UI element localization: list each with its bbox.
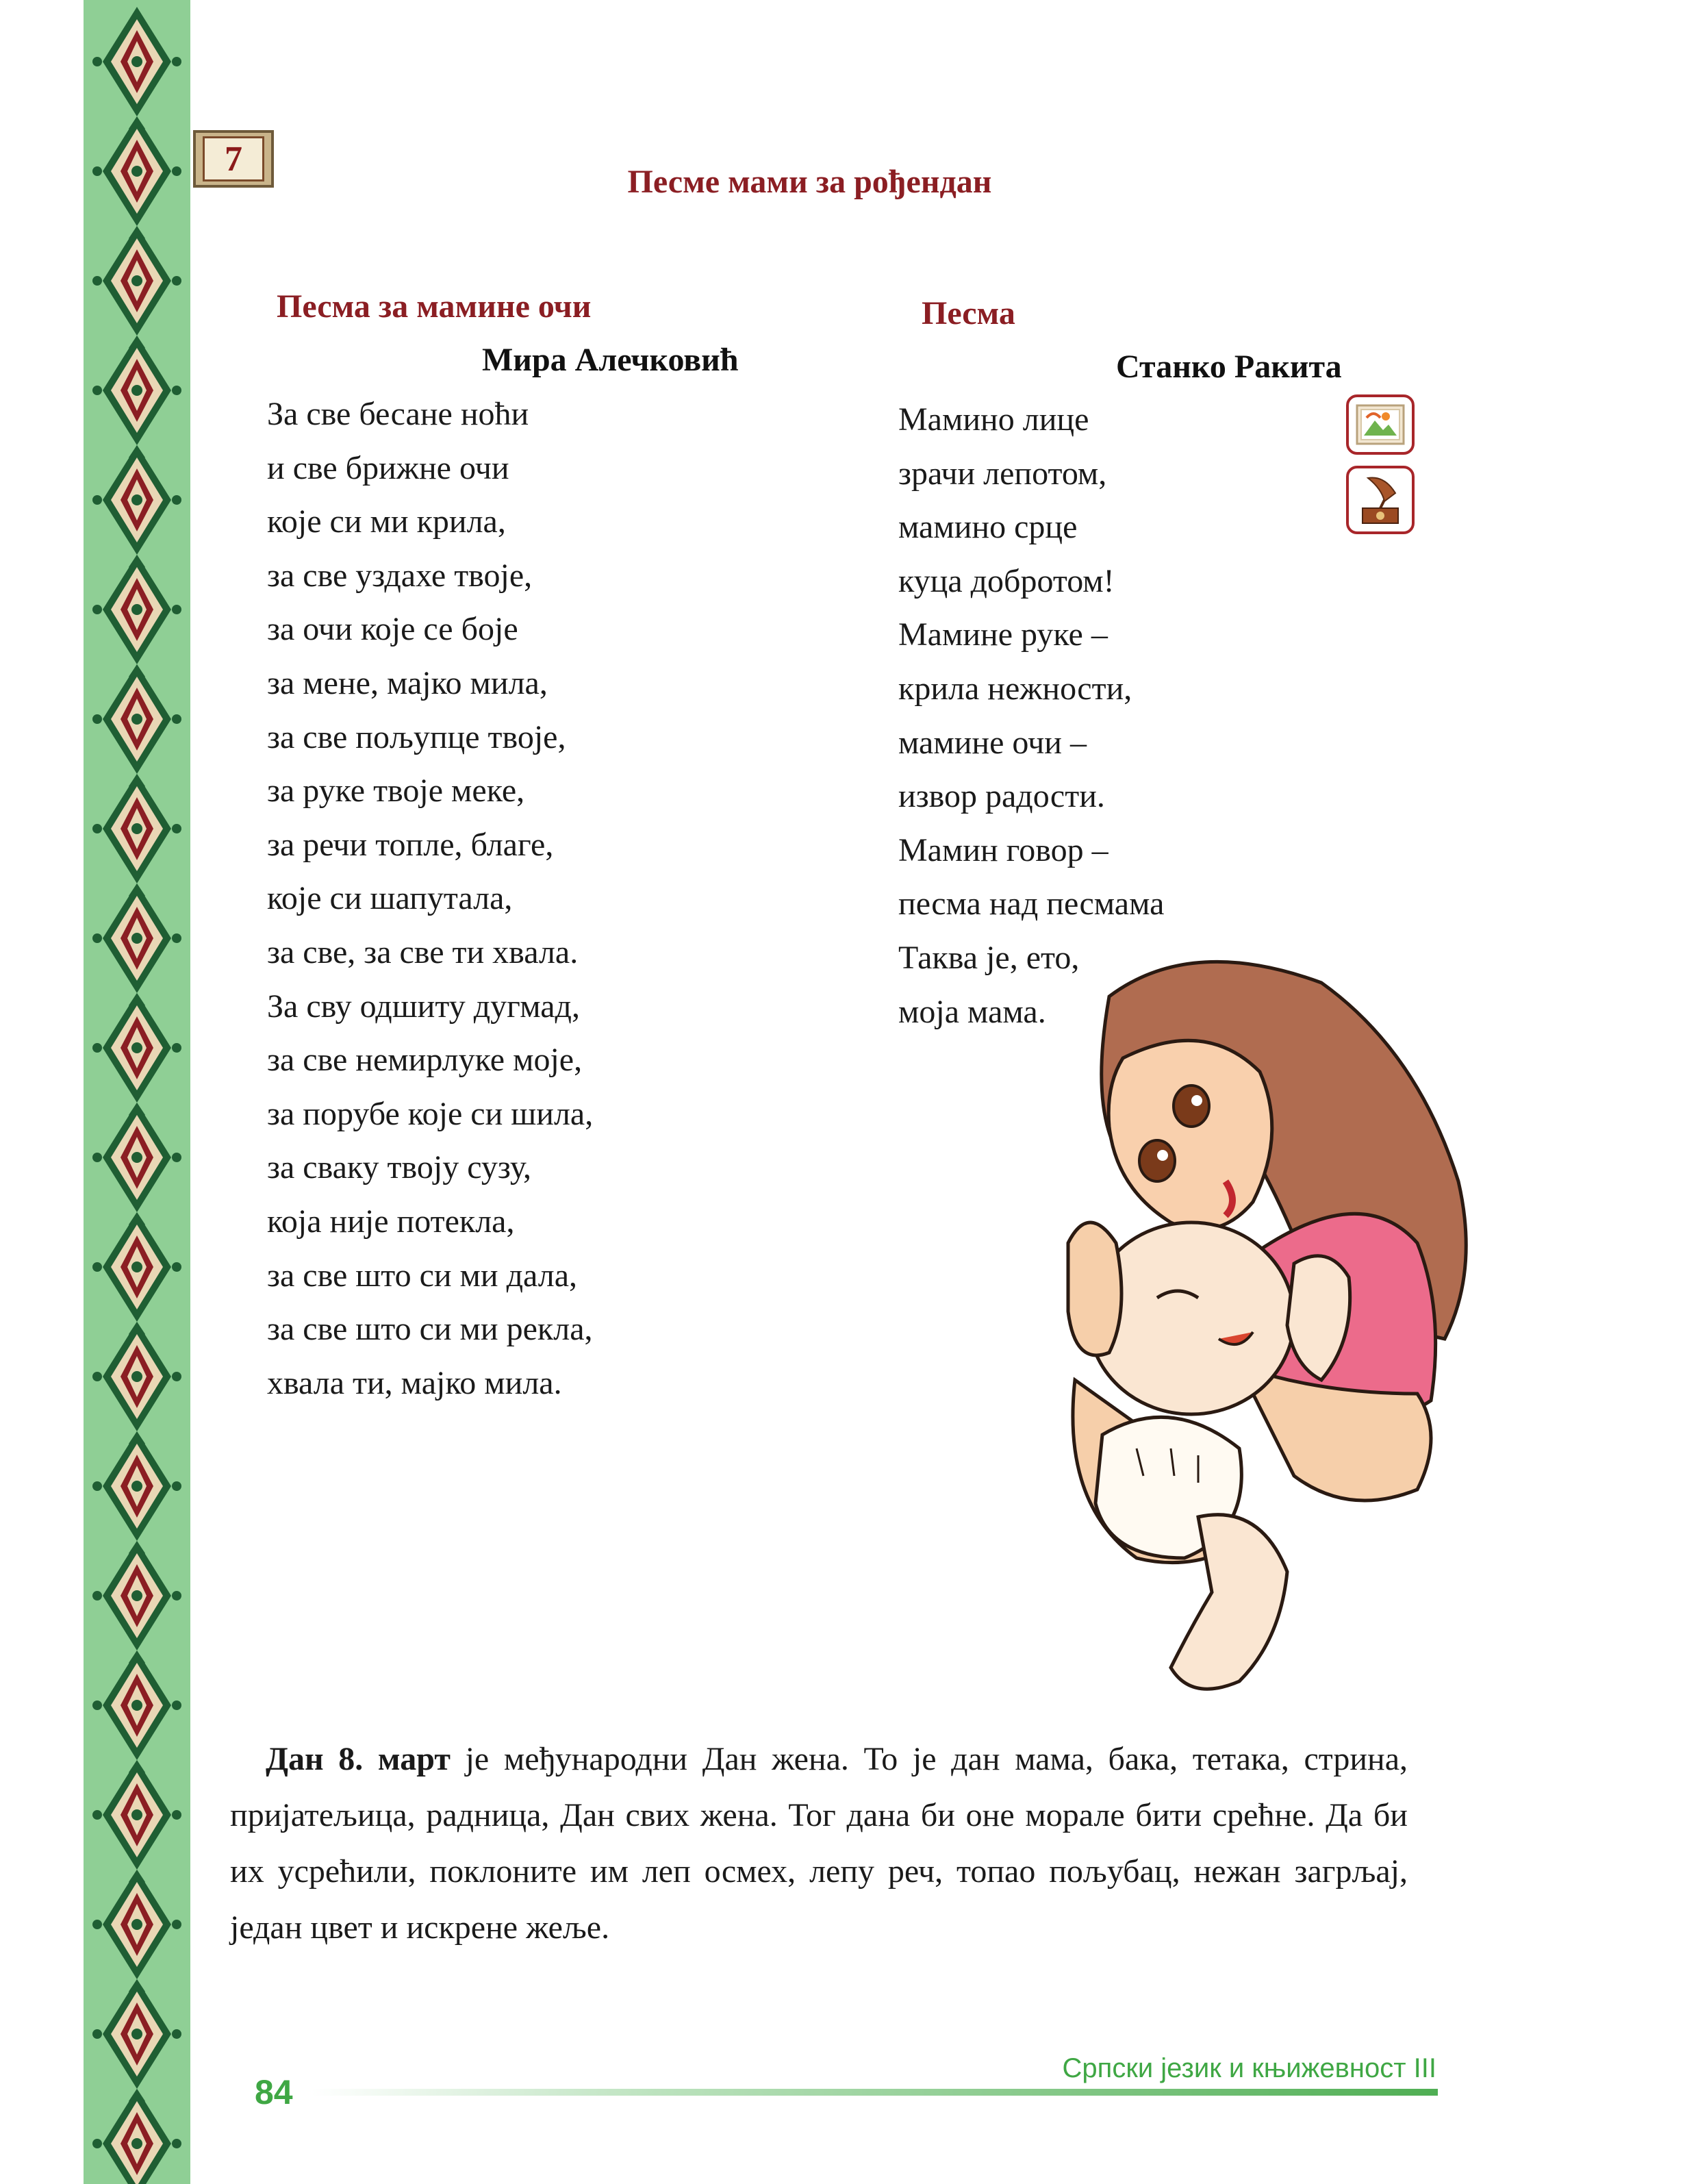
image-gallery-icon[interactable] <box>1346 394 1415 455</box>
poem-line: за све пољупце твоје, <box>267 718 566 755</box>
poem-line: песма над песмама <box>898 886 1165 922</box>
poem-line: хвала ти, мајко мила. <box>267 1364 562 1401</box>
poem-line: за речи топле, благе, <box>267 826 554 863</box>
poem-line: које си шапутала, <box>267 880 513 917</box>
lesson-number-badge <box>193 130 274 188</box>
poem-line: За све бесане ноћи <box>267 396 529 432</box>
poem-right-lines <box>898 393 1164 1039</box>
poem-line: Мамине руке – <box>898 616 1108 653</box>
poem-line: моја мама. <box>898 993 1046 1030</box>
poem-line: За сву одшиту дугмад, <box>267 988 580 1025</box>
poem-left-title: Песма за мамине очи <box>277 288 592 325</box>
ornament-pattern <box>84 0 190 2184</box>
book-title: Српски језик и књижевност III <box>1062 2053 1436 2083</box>
poem-line: које си ми крила, <box>267 503 506 540</box>
image-gallery-icon <box>1354 403 1406 447</box>
poem-line: за руке твоје меке, <box>267 773 525 809</box>
poem-line: за порубе које си шила, <box>267 1095 594 1132</box>
poem-line: и све брижне очи <box>267 449 509 486</box>
poem-right-author: Станко Ракита <box>1116 349 1342 385</box>
page-title: Песме мами за рођендан <box>627 164 992 200</box>
poem-right-title: Песма <box>922 295 1015 331</box>
page-number: 84 <box>255 2073 293 2111</box>
poem-line: куца добротом! <box>898 562 1115 599</box>
poem-left-author: Мира Алечковић <box>482 342 739 378</box>
poem-line: за све, за све ти хвала. <box>267 933 579 970</box>
poem-line: крила нежности, <box>898 670 1132 707</box>
paragraph-bold-lead: Дан 8. март <box>266 1741 451 1777</box>
footer-divider <box>312 2089 1438 2096</box>
lesson-number: 7 <box>203 136 264 181</box>
poem-line: за све немирлуке моје, <box>267 1042 583 1079</box>
poem-left-lines <box>267 388 593 1410</box>
poem-line: за очи које се боје <box>267 611 518 648</box>
poem-line: Мамин говор – <box>898 831 1108 868</box>
poem-line: Мамино лице <box>898 401 1089 438</box>
poem-line: која није потекла, <box>267 1203 515 1240</box>
mother-baby-illustration <box>1034 955 1527 1705</box>
poem-line: мамино срце <box>898 509 1078 546</box>
info-paragraph <box>230 1731 1408 1956</box>
poem-line: за све што си ми рекла, <box>267 1311 593 1348</box>
poem-line: Таква је, ето, <box>898 939 1080 976</box>
poem-line: мамине очи – <box>898 724 1087 761</box>
decorative-border <box>84 0 190 2184</box>
paragraph-text: је међународни Дан жена. То је дан мама, бака, тетака, стрина, пријатељица, радница, Дан свих жена. Тог дана би оне морале бити срећне. Да би их усрећили, поклоните им леп осмех, лепу реч, топао пољубац, нежан загрљај, један цвет и искрене жеље. <box>230 1741 1408 1946</box>
poem-line: зрачи лепотом, <box>898 455 1107 492</box>
poem-line: извор радости. <box>898 778 1105 815</box>
poem-line: за све што си ми дала, <box>267 1257 578 1294</box>
poem-line: за мене, мајко мила, <box>267 664 548 701</box>
gramophone-icon[interactable] <box>1346 466 1415 534</box>
poem-line: за сваку твоју сузу, <box>267 1149 532 1186</box>
poem-line: за све уздахе твоје, <box>267 557 533 594</box>
gramophone-icon <box>1354 473 1406 527</box>
